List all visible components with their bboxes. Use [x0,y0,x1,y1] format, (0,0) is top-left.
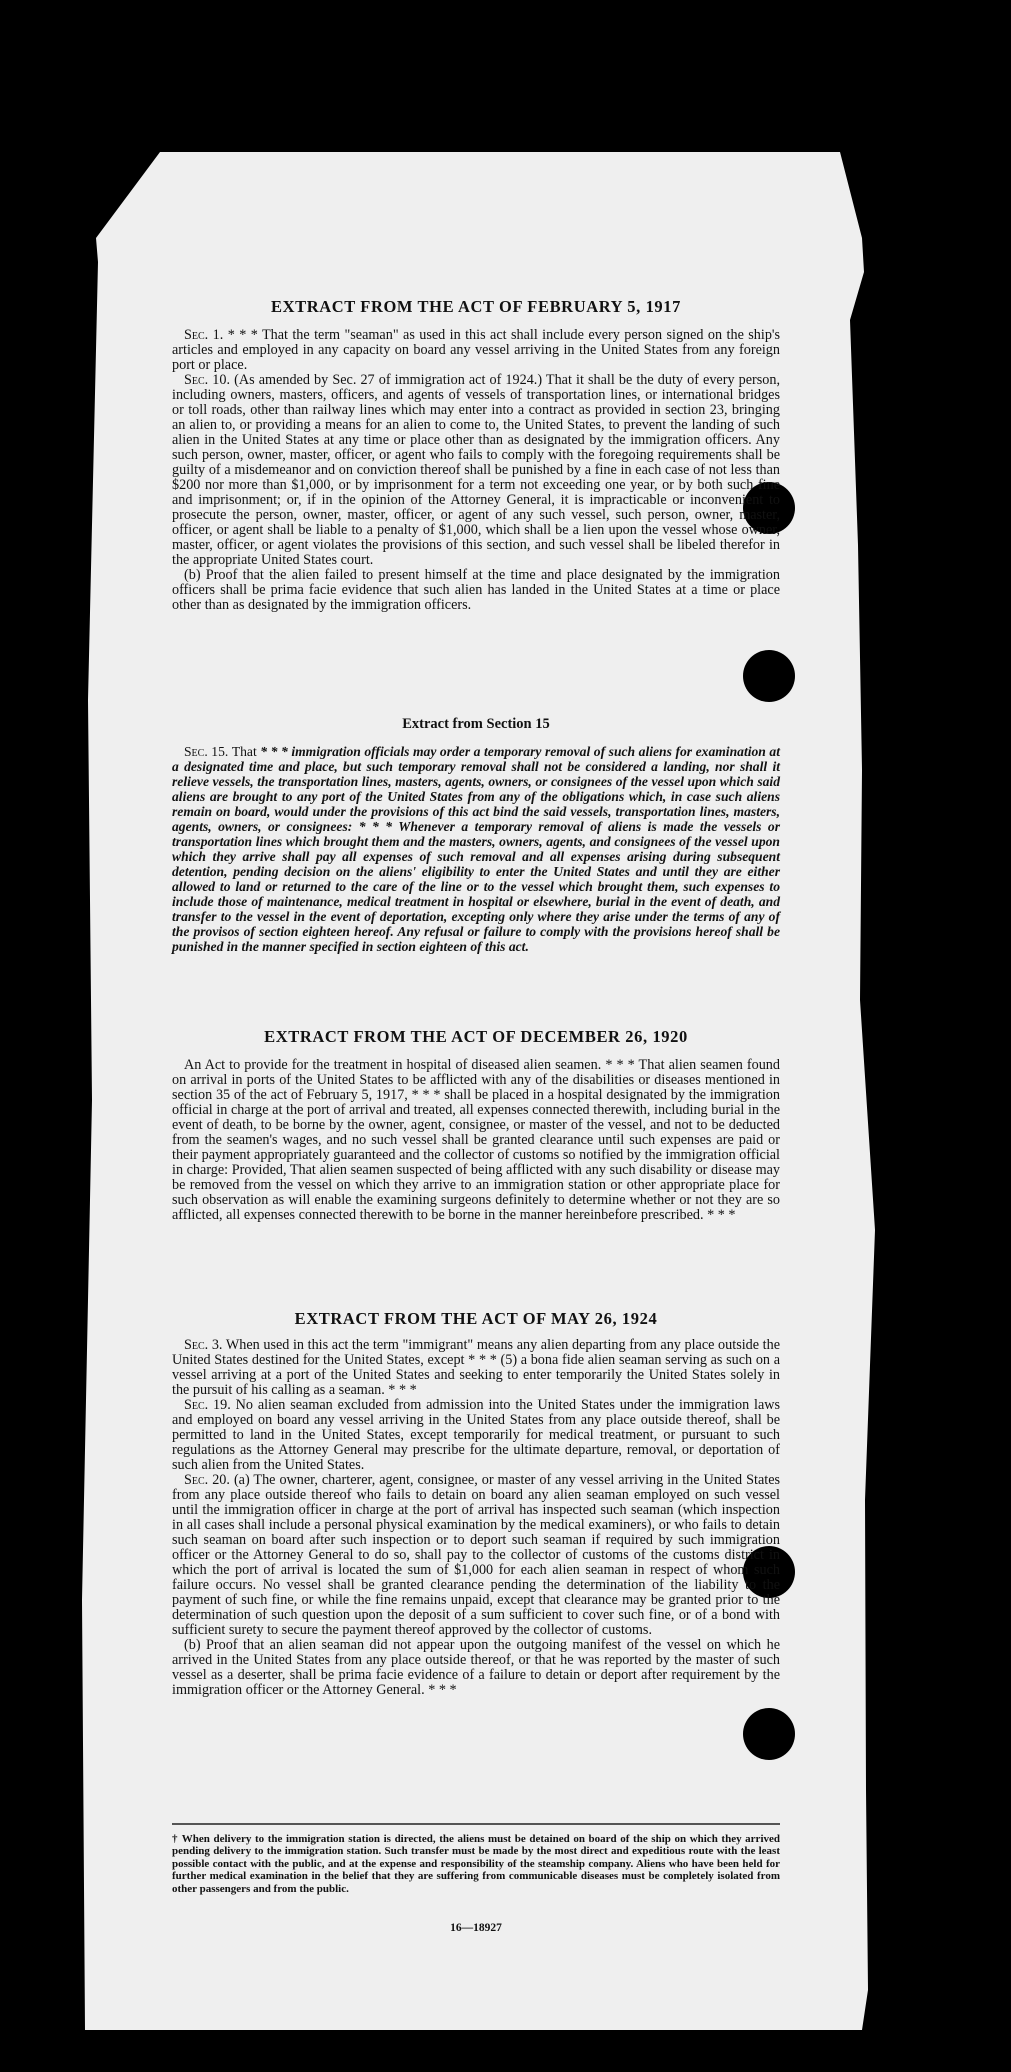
sec-19-text: No alien seaman excluded from admission into the United States under the immigration laws and employed on board any vessel arriving in the United States from any place outside thereof, shall be permitted to land in the United States, except temporarily for medical treatment, or pursuant to such regulations as the Attorney General may prescribe for the ultimate departure, removal, or deportation of such alien from the United States. [172,1397,781,1473]
footnote: † When delivery to the immigration station is directed, the aliens must be detained on board of the ship on which they arrived pending delivery to the immigration station. Such transfer must be made by the most direct and expeditious route with the least possible contact with the public, and at the expense and responsibility of the steamship company. Aliens who have been held for further medical examination in the belief that they are suffering from communicable diseases must be completely isolated from other passengers and from the public. [172,1833,780,1895]
sec-1-paragraph [172,328,780,373]
sec-19-paragraph [172,1398,780,1473]
sec-15-text: * * * immigration officials may order a temporary removal of such aliens for examination at a designated time and place, but such temporary removal shall not be considered a landing, nor shall it relieve vessels, the transportation lines, masters, agents, owners, or consignees of the vessel upon which said aliens are brought to any port of the United States from any of the obligations which, in case such aliens remain on board, would under the provisions of this act bind the said vessels, transportation lines, masters, agents, owners, or consignees: * * * Whenever a temporary removal of aliens is made the vessels or transportation lines which brought them and the masters, owners, agents, and consignees of the vessel upon which they arrive shall pay all expenses of such removal and all expenses arising during subsequent detention, pending decision on the aliens' eligibility to enter the United States and until they are either allowed to land or returned to the care of the line or to the vessel which brought them, such expenses to include those of maintenance, medical treatment in hospital or elsewhere, burial in the event of death, and transfer to the vessel in the event of deportation, excepting only where they arise under the terms of any of the provisos of section eighteen hereof. Any refusal or failure to comply with the provisions hereof shall be punished in the manner specified in section eighteen of this act. [172,744,780,954]
dec-1920-body [172,1058,780,1223]
footnote-block [172,1833,780,1895]
sec-15-paragraph [172,744,780,954]
page-number-block [172,1922,780,1934]
sec-15-lead: That [231,744,257,759]
heading-dec-1920: EXTRACT FROM THE ACT OF DECEMBER 26, 1920 [264,1027,688,1046]
sec-20-b-paragraph: (b) Proof that an alien seaman did not appear upon the outgoing manifest of the vessel on which he arrived in the United States from any place outside thereof, or that he was reported by the master of such vessel as a deserter, shall be prima facie evidence of a failure to detain or deport after requirement by the immigration officer or the Attorney General. * * * [172,1637,780,1698]
sec-20-label: Sec. 20. [184,1472,230,1488]
feb-1917-body [172,328,780,613]
sec-1-text: * * * That the term "seaman" as used in this act shall include every person signed on the ship's articles and employed in any capacity on board any vessel arriving in the United States from any foreign port or place. [172,327,780,373]
sec-15-label: Sec. 15. [184,744,229,759]
subheading-sec-15: Extract from Section 15 [402,716,550,732]
heading-feb-1917: EXTRACT FROM THE ACT OF FEBRUARY 5, 1917 [271,297,681,316]
sec-10-paragraph [172,373,780,568]
heading-may-1924: EXTRACT FROM THE ACT OF MAY 26, 1924 [294,1309,658,1328]
sec-1-label: Sec. 1. [184,327,224,343]
may-1924-body [172,1338,780,1698]
heading-feb-1917-block [172,297,780,317]
sec-3-label: Sec. 3. [184,1337,223,1353]
punch-hole-2 [743,650,795,702]
heading-dec-1920-block [172,1027,780,1047]
subheading-sec-15-block [172,716,780,733]
sec-20-paragraph [172,1473,780,1638]
sec-19-label: Sec. 19. [184,1397,231,1413]
sec-10-label: Sec. 10. [184,372,231,388]
heading-may-1924-block [172,1309,780,1329]
page-number: 16—18927 [450,1922,502,1934]
sec-20-text: (a) The owner, charterer, agent, consignee, or master of any vessel arriving in the United States from any place outside thereof who fails to detain on board any alien seaman employed on such vessel until the immigration officer in charge at the port of arrival has inspected such seaman (which inspection in all cases shall include a personal physical examination by the medical examiners), or who fails to detain such seaman on board after such inspection or to deport such seaman if required by such immigration officer or the Attorney General to do so, shall pay to the collector of customs of the customs district in which the port of arrival is located the sum of $1,000 for each alien seaman in respect of whom such failure occurs. No vessel shall be granted clearance pending the determination of the liability to the payment of such fine, or while the fine remains unpaid, except that clearance may be granted prior to the determination of such question upon the deposit of a sum sufficient to cover such fine, or of a bond with sufficient surety to secure the payment thereof approved by the collector of customs. [172,1472,781,1638]
dec-1920-paragraph: An Act to provide for the treatment in hospital of diseased alien seamen. * * * That alien seamen found on arrival in ports of the United States to be afflicted with any of the disabilities or diseases mentioned in section 35 of the act of February 5, 1917, * * * shall be placed in a hospital designated by the immigration official in charge at the port of arrival and treated, all expenses connected therewith, including burial in the event of death, to be borne by the owner, agent, consignee, or master of the vessel, and not to be deducted from the seamen's wages, and no such vessel shall be granted clearance until such expenses are paid or their payment appropriately guaranteed and the collector of customs so notified by the immigration official in charge: Provided, That alien seamen suspected of being afflicted with any such disability or disease may be removed from the vessel on which they arrive to an immigration station or other appropriate place for such observation as will enable the examining surgeons definitely to determine whether or not they are so afflicted, all expenses connected therewith to be borne in the manner hereinbefore prescribed. * * * [172,1057,780,1223]
punch-hole-4 [743,1708,795,1760]
sec-10-b-paragraph: (b) Proof that the alien failed to present himself at the time and place designated by the immigration officers shall be prima facie evidence that such alien has landed in the United States at a time or place other than as designated by the immigration officers. [172,567,780,613]
sec-15-body [172,744,780,954]
sec-3-paragraph [172,1338,780,1398]
sec-3-text: When used in this act the term "immigrant" means any alien departing from any place outside the United States destined for the United States, except * * * (5) a bona fide alien seaman serving as such on a vessel arriving at a port of the United States and seeking to enter temporarily the United States solely in the pursuit of his calling as a seaman. * * * [172,1337,780,1398]
sec-10-text: (As amended by Sec. 27 of immigration act of 1924.) That it shall be the duty of every person, including owners, masters, officers, and agents of vessels of transportation lines, or international bridges or toll roads, other than railway lines which may enter into a contract as provided in section 23, bringing an alien to, or providing a means for an alien to come to, the United States, to prevent the landing of such alien in the United States at any time or place other than as designated by the immigration officers. Any such person, owner, master, officer, or agent who fails to comply with the foregoing requirements shall be guilty of a misdemeanor and on conviction thereof shall be punished by a fine in each case of not less than $200 nor more than $1,000, or by imprisonment for a term not exceeding one year, or by both such fine and imprisonment; or, if in the opinion of the Attorney General, it is impracticable or inconvenient to prosecute the person, owner, master, officer, or agent of any such vessel, such person, owner, master, officer, or agent shall be liable to a penalty of $1,000, which shall be a lien upon the vessel whose owner, master, officer, or agent violates the provisions of this section, and such vessel shall be libeled therefor in the appropriate United States court. [172,372,781,568]
